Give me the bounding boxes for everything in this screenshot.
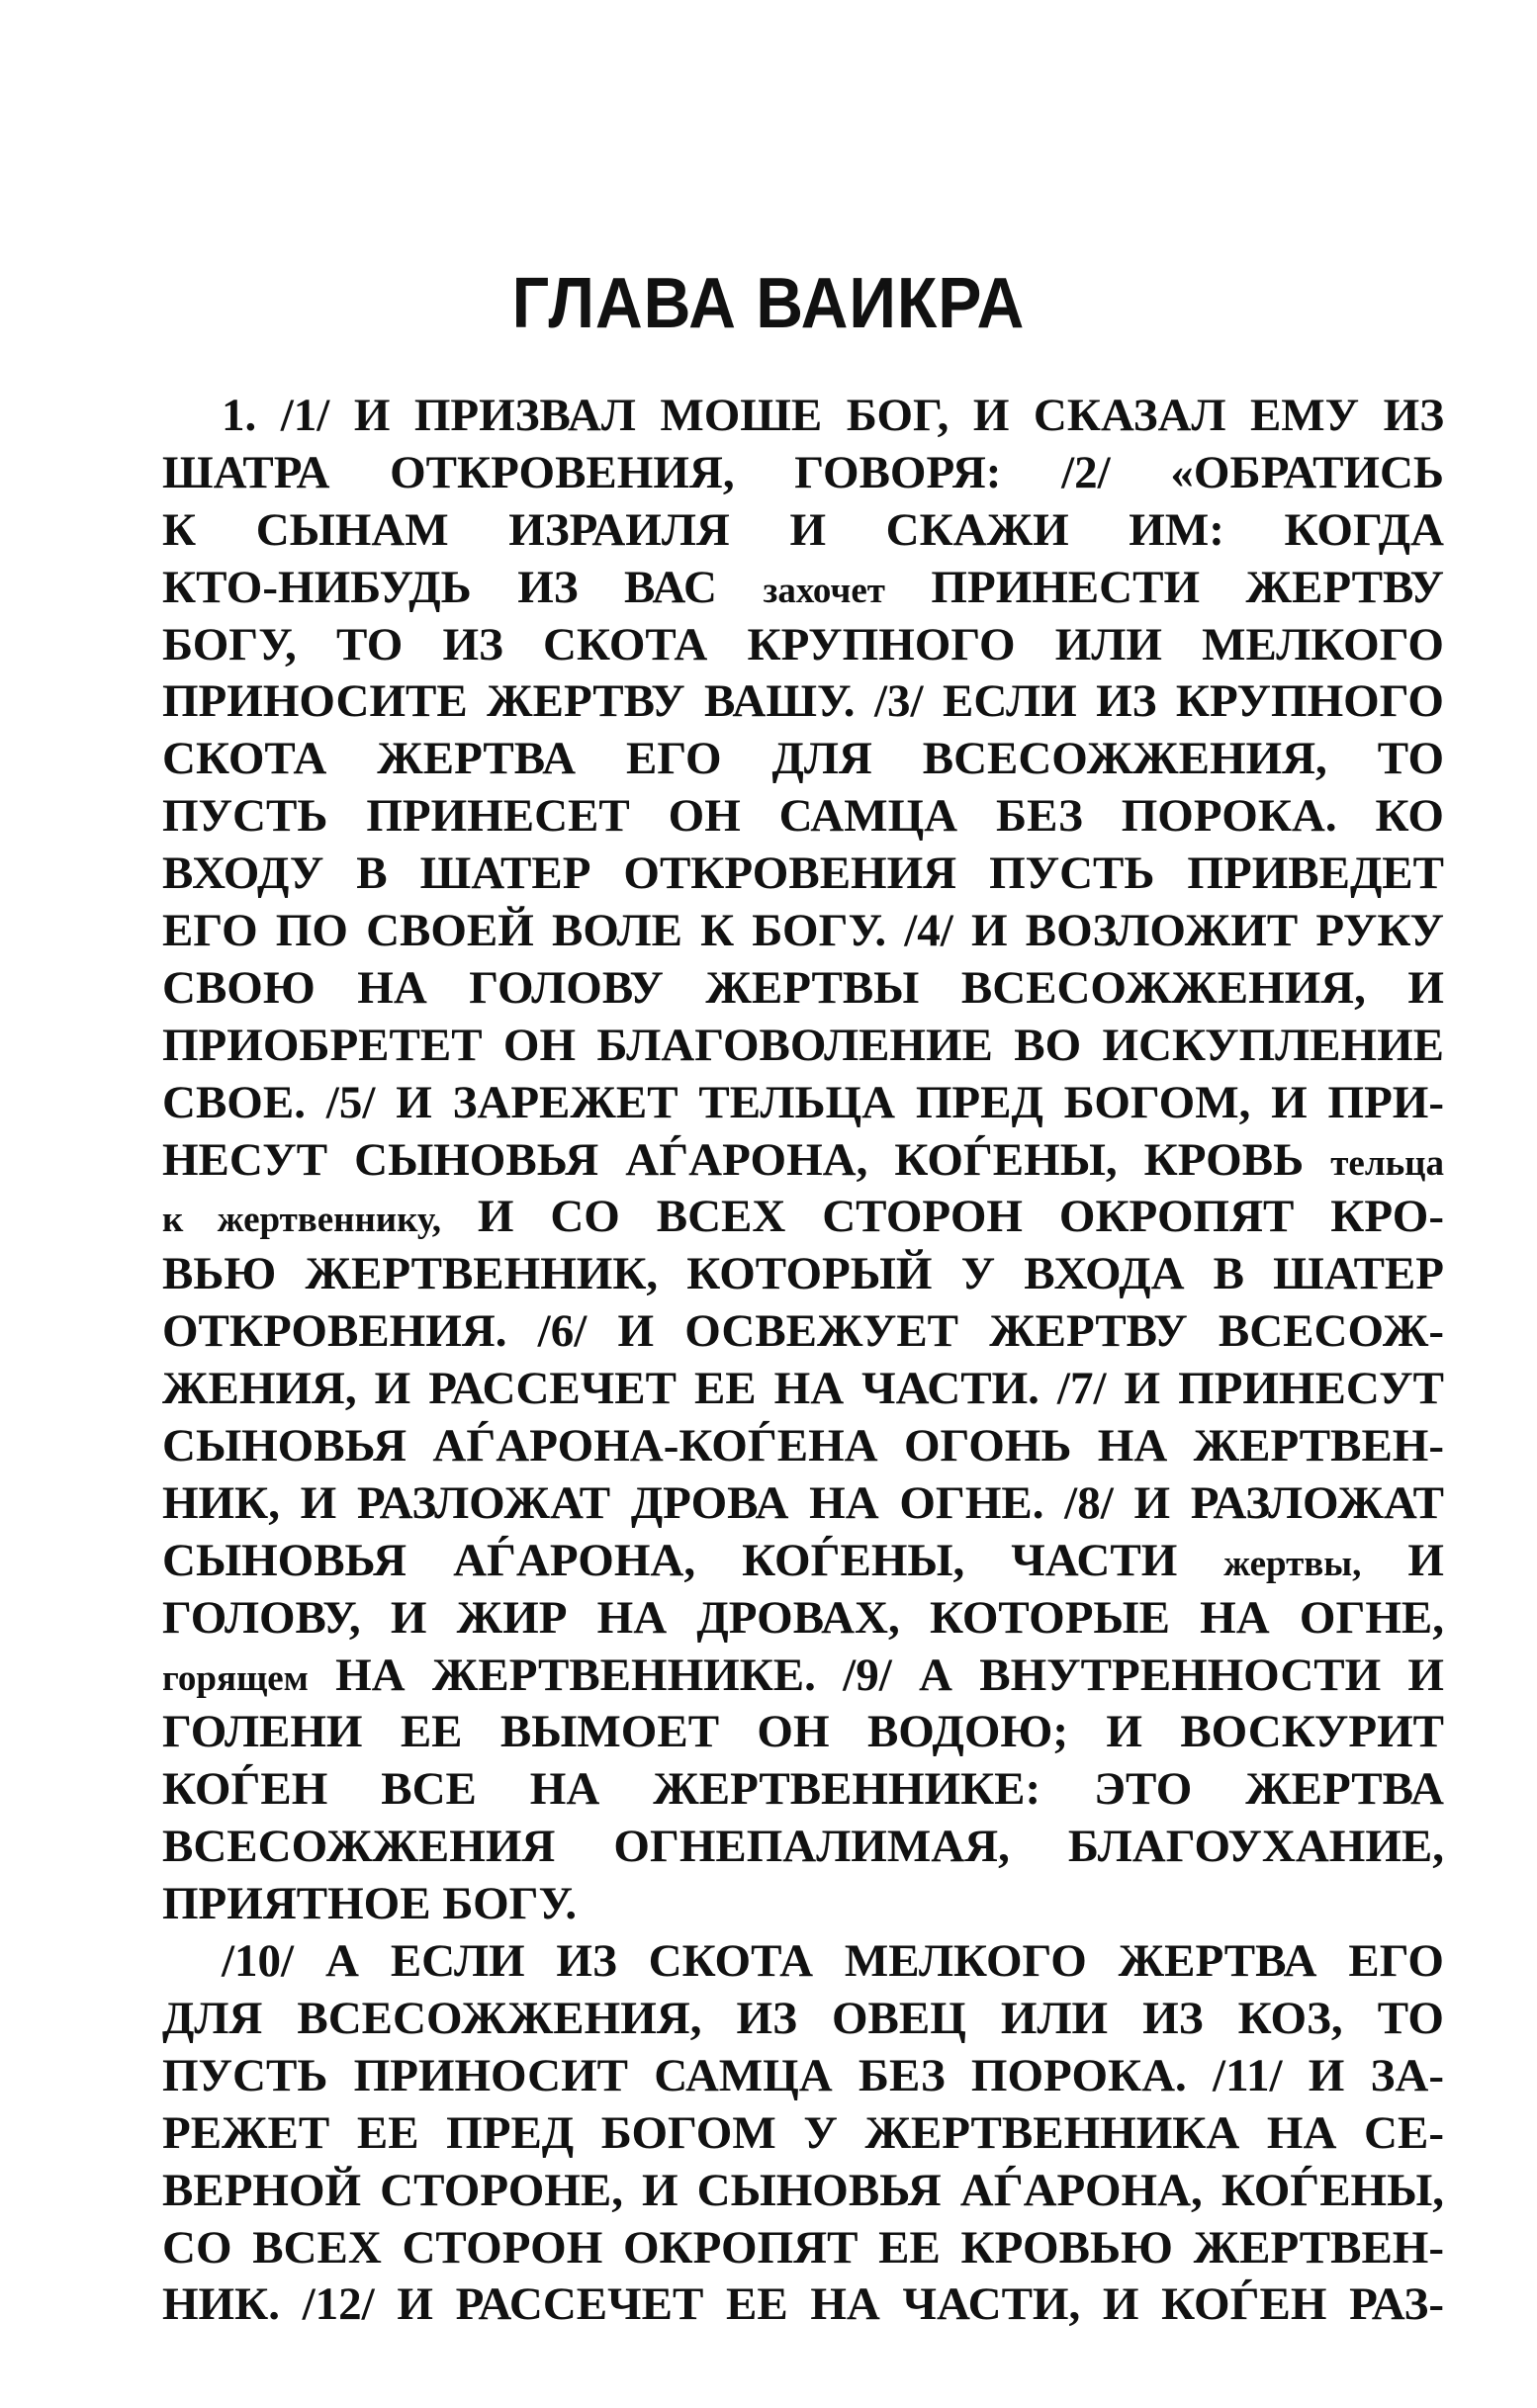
text-segment: ВЕРНОЙ СТОРОНЕ, И СЫНОВЬЯ АЃАРОНА, КОЃЕНЫ, [162, 2164, 1444, 2216]
text-segment: ГОЛОВУ, И ЖИР НА ДРОВАХ, КОТОРЫЕ НА ОГНЕ, [162, 1591, 1444, 1644]
text-line [162, 560, 1444, 617]
text-line [162, 731, 1444, 788]
text-segment: ЖЕНИЯ, И РАССЕЧЕТ ЕЕ НА ЧАСТИ. /7/ И ПРИНЕСУТ [162, 1363, 1444, 1415]
text-segment: КОЃЕН ВСЕ НА ЖЕРТВЕННИКЕ: ЭТО ЖЕРТВА [162, 1763, 1444, 1816]
text-line [162, 788, 1444, 846]
text-segment: горящем [162, 1657, 309, 1699]
text-line [162, 1991, 1444, 2048]
text-segment: СКОТА ЖЕРТВА ЕГО ДЛЯ ВСЕСОЖЖЕНИЯ, ТО [162, 733, 1444, 785]
text-segment: ЕГО ПО СВОЕЙ ВОЛЕ К БОГУ. /4/ И ВОЗЛОЖИТ РУКУ [162, 905, 1444, 957]
text-segment: к жертвеннику, [162, 1200, 441, 1241]
text-segment: К СЫНАМ ИЗРАИЛЯ И СКАЖИ ИМ: КОГДА [162, 503, 1444, 556]
text-segment: КТО-НИБУДЬ ИЗ ВАС [162, 561, 764, 613]
text-line [162, 1648, 1444, 1705]
text-line [162, 1132, 1444, 1190]
text-line [162, 2163, 1444, 2220]
text-line [162, 1819, 1444, 1876]
text-segment: И [1361, 1534, 1444, 1586]
text-segment: ПУСТЬ ПРИНОСИТ САМЦА БЕЗ ПОРОКА. /11/ И ЗА- [162, 2049, 1444, 2101]
text-line [162, 2105, 1444, 2163]
text-segment: СО ВСЕХ СТОРОН ОКРОПЯТ ЕЕ КРОВЬЮ ЖЕРТВЕН- [162, 2221, 1444, 2274]
text-line [162, 960, 1444, 1018]
text-line [162, 1418, 1444, 1475]
text-line [162, 445, 1444, 502]
text-segment: СВОЮ НА ГОЛОВУ ЖЕРТВЫ ВСЕСОЖЖЕНИЯ, И [162, 961, 1444, 1014]
text-line [162, 1189, 1444, 1246]
text-segment: НА ЖЕРТВЕННИКЕ. /9/ А ВНУТРЕННОСТИ И [308, 1649, 1444, 1701]
text-segment: ВЬЮ ЖЕРТВЕННИК, КОТОРЫЙ У ВХОДА В ШАТЕР [162, 1248, 1444, 1300]
text-segment: захочет [763, 570, 885, 611]
text-line [162, 502, 1444, 560]
text-segment: ГОЛЕНИ ЕЕ ВЫМОЕТ ОН ВОДОЮ; И ВОСКУРИТ [162, 1706, 1444, 1758]
text-line [162, 673, 1444, 731]
text-segment: СЫНОВЬЯ АЃАРОНА, КОЃЕНЫ, ЧАСТИ [162, 1534, 1224, 1586]
text-line [162, 903, 1444, 960]
text-segment: /10/ А ЕСЛИ ИЗ СКОТА МЕЛКОГО ЖЕРТВА ЕГО [222, 1935, 1444, 1988]
text-line [162, 1075, 1444, 1132]
text-segment: СЫНОВЬЯ АЃАРОНА-КОЃЕНА ОГОНЬ НА ЖЕРТВЕН- [162, 1420, 1444, 1472]
text-segment: ВХОДУ В ШАТЕР ОТКРОВЕНИЯ ПУСТЬ ПРИВЕДЕТ [162, 847, 1444, 900]
text-line [162, 1246, 1444, 1303]
text-segment: ШАТРА ОТКРОВЕНИЯ, ГОВОРЯ: /2/ «ОБРАТИСЬ [162, 446, 1444, 498]
text-line [162, 846, 1444, 903]
text-line [162, 1018, 1444, 1075]
text-segment: НЕСУТ СЫНОВЬЯ АЃАРОНА, КОЃЕНЫ, КРОВЬ [162, 1133, 1331, 1186]
text-line [162, 1590, 1444, 1648]
text-segment: ДЛЯ ВСЕСОЖЖЕНИЯ, ИЗ ОВЕЦ ИЛИ ИЗ КОЗ, ТО [162, 1992, 1444, 2044]
text-segment: ВСЕСОЖЖЕНИЯ ОГНЕПАЛИМАЯ, БЛАГОУХАНИЕ, [162, 1821, 1444, 1873]
text-segment: ПРИОБРЕТЕТ ОН БЛАГОВОЛЕНИЕ ВО ИСКУПЛЕНИЕ [162, 1019, 1444, 1071]
text-line [162, 1761, 1444, 1819]
text-line [162, 388, 1444, 445]
chapter-body [162, 388, 1444, 2334]
text-segment: БОГУ, ТО ИЗ СКОТА КРУПНОГО ИЛИ МЕЛКОГО [162, 618, 1444, 670]
text-segment: 1. /1/ И ПРИЗВАЛ МОШЕ БОГ, И СКАЗАЛ ЕМУ ИЗ [222, 390, 1444, 441]
text-segment: тельца [1330, 1142, 1444, 1184]
text-line [162, 2220, 1444, 2277]
text-segment: РЕЖЕТ ЕЕ ПРЕД БОГОМ У ЖЕРТВЕННИКА НА СЕ- [162, 2106, 1444, 2159]
text-segment: НИК, И РАЗЛОЖАТ ДРОВА НА ОГНЕ. /8/ И РАЗЛОЖАТ [162, 1476, 1444, 1529]
text-line [162, 1475, 1444, 1533]
text-segment: ОТКРОВЕНИЯ. /6/ И ОСВЕЖУЕТ ЖЕРТВУ ВСЕСОЖ- [162, 1305, 1444, 1358]
text-line [162, 1876, 1444, 1933]
text-line [162, 1361, 1444, 1418]
text-segment: жертвы, [1223, 1543, 1362, 1584]
chapter-title: ГЛАВА ВАИКРА [511, 264, 1026, 343]
text-line [162, 2276, 1444, 2334]
text-segment: СВОЕ. /5/ И ЗАРЕЖЕТ ТЕЛЬЦА ПРЕД БОГОМ, И ПРИ- [162, 1076, 1444, 1128]
text-line [162, 617, 1444, 674]
text-segment: ПРИЯТНОЕ БОГУ. [162, 1878, 578, 1930]
text-line [162, 1533, 1444, 1590]
text-segment: И СО ВСЕХ СТОРОН ОКРОПЯТ КРО- [440, 1191, 1444, 1243]
text-line [162, 1704, 1444, 1761]
text-line [162, 2048, 1444, 2105]
text-segment: ПРИНОСИТЕ ЖЕРТВУ ВАШУ. /3/ ЕСЛИ ИЗ КРУПНОГО [162, 675, 1444, 728]
text-segment: ПУСТЬ ПРИНЕСЕТ ОН САМЦА БЕЗ ПОРОКА. КО [162, 790, 1444, 843]
text-line [162, 1303, 1444, 1361]
text-segment: ПРИНЕСТИ ЖЕРТВУ [884, 561, 1444, 613]
text-line [162, 1933, 1444, 1991]
text-segment: НИК. /12/ И РАССЕЧЕТ ЕЕ НА ЧАСТИ, И КОЃЕН РАЗ- [162, 2278, 1444, 2331]
